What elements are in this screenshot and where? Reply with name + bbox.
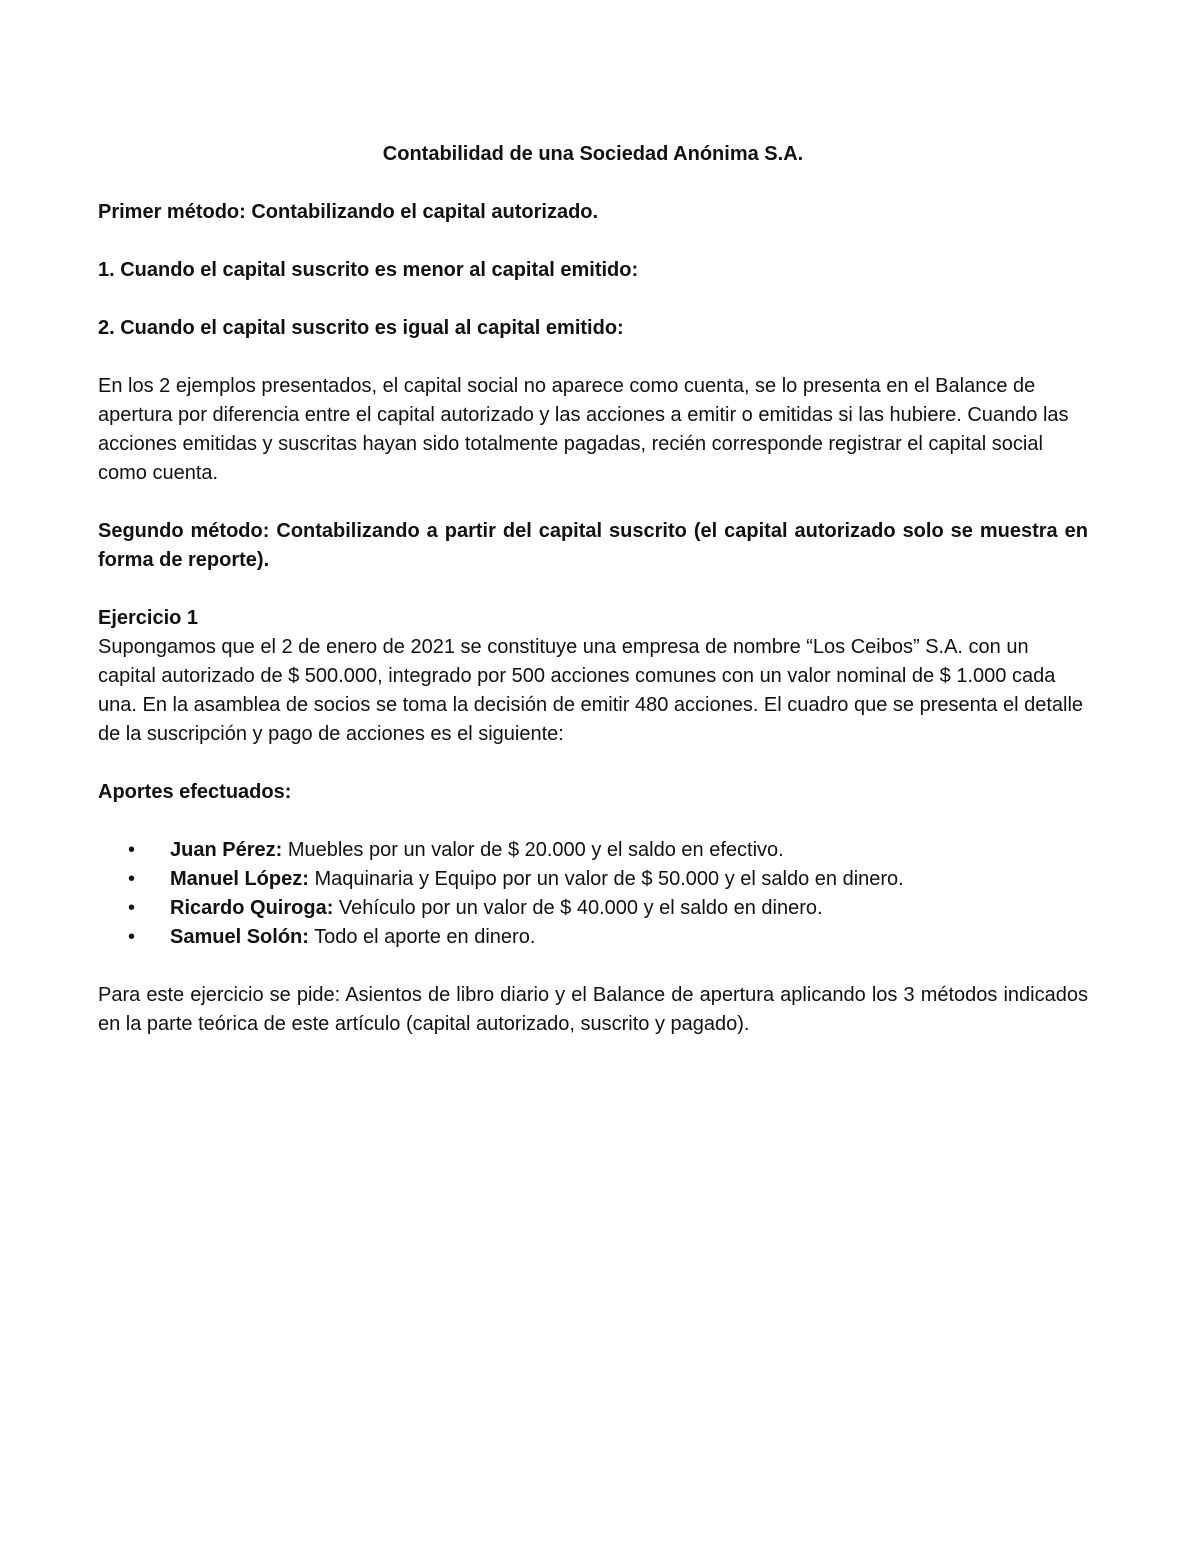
bullet-icon: •	[128, 897, 136, 919]
contributor-name: Juan Pérez:	[170, 839, 283, 861]
note-paragraph: En los 2 ejemplos presentados, el capital social no aparece como cuenta, se lo presenta en el Balance de apertura por diferencia entre el capital autorizado y las acciones a emitir o emitidas si las hubiere. Cuando las acciones emitidas y suscritas hayan sido totalmente pagadas, recién corresponde registrar el capital social como cuenta.	[98, 375, 1069, 484]
contributor-name: Ricardo Quiroga:	[170, 897, 334, 919]
list-item	[98, 865, 1088, 894]
list-item	[98, 923, 1088, 952]
bullet-icon: •	[128, 839, 136, 861]
contributor-detail: Todo el aporte en dinero.	[308, 926, 536, 948]
list-item	[98, 894, 1088, 923]
contributions-heading: Aportes efectuados:	[98, 781, 292, 803]
exercise-description: Supongamos que el 2 de enero de 2021 se constituye una empresa de nombre “Los Ceibos” S.A. con un capital autorizado de $ 500.000, integrado por 500 acciones comunes con un valor nominal de $ 1.000 cada una. En la asamblea de socios se toma la decisión de emitir 480 acciones. El cuadro que se presenta el detalle de la suscripción y pago de acciones es el siguiente:	[98, 636, 1084, 745]
bullet-icon: •	[128, 926, 136, 948]
document-title: Contabilidad de una Sociedad Anónima S.A.	[382, 143, 804, 165]
contributor-name: Samuel Solón:	[170, 926, 309, 948]
exercise-title: Ejercicio 1	[98, 607, 199, 629]
contributor-detail: Vehículo por un valor de $ 40.000 y el saldo en dinero.	[333, 897, 823, 919]
contributor-detail: Muebles por un valor de $ 20.000 y el saldo en efectivo.	[282, 839, 784, 861]
contributor-name: Manuel López:	[170, 868, 309, 890]
contributions-list	[98, 836, 1088, 952]
contributor-detail: Maquinaria y Equipo por un valor de $ 50.000 y el saldo en dinero.	[308, 868, 904, 890]
case1-heading: 1. Cuando el capital suscrito es menor al capital emitido:	[98, 259, 639, 281]
method2-heading: Segundo método: Contabilizando a partir del capital suscrito (el capital autorizado solo se muestra en forma de reporte).	[98, 520, 1088, 571]
case2-heading: 2. Cuando el capital suscrito es igual al capital emitido:	[98, 317, 624, 339]
method1-heading: Primer método: Contabilizando el capital autorizado.	[98, 201, 599, 223]
bullet-icon: •	[128, 868, 136, 890]
document-page	[98, 140, 1088, 1068]
exercise-request: Para este ejercicio se pide: Asientos de libro diario y el Balance de apertura aplicando los 3 métodos indicados en la parte teórica de este artículo (capital autorizado, suscrito y pagado).	[98, 984, 1088, 1035]
list-item	[98, 836, 1088, 865]
